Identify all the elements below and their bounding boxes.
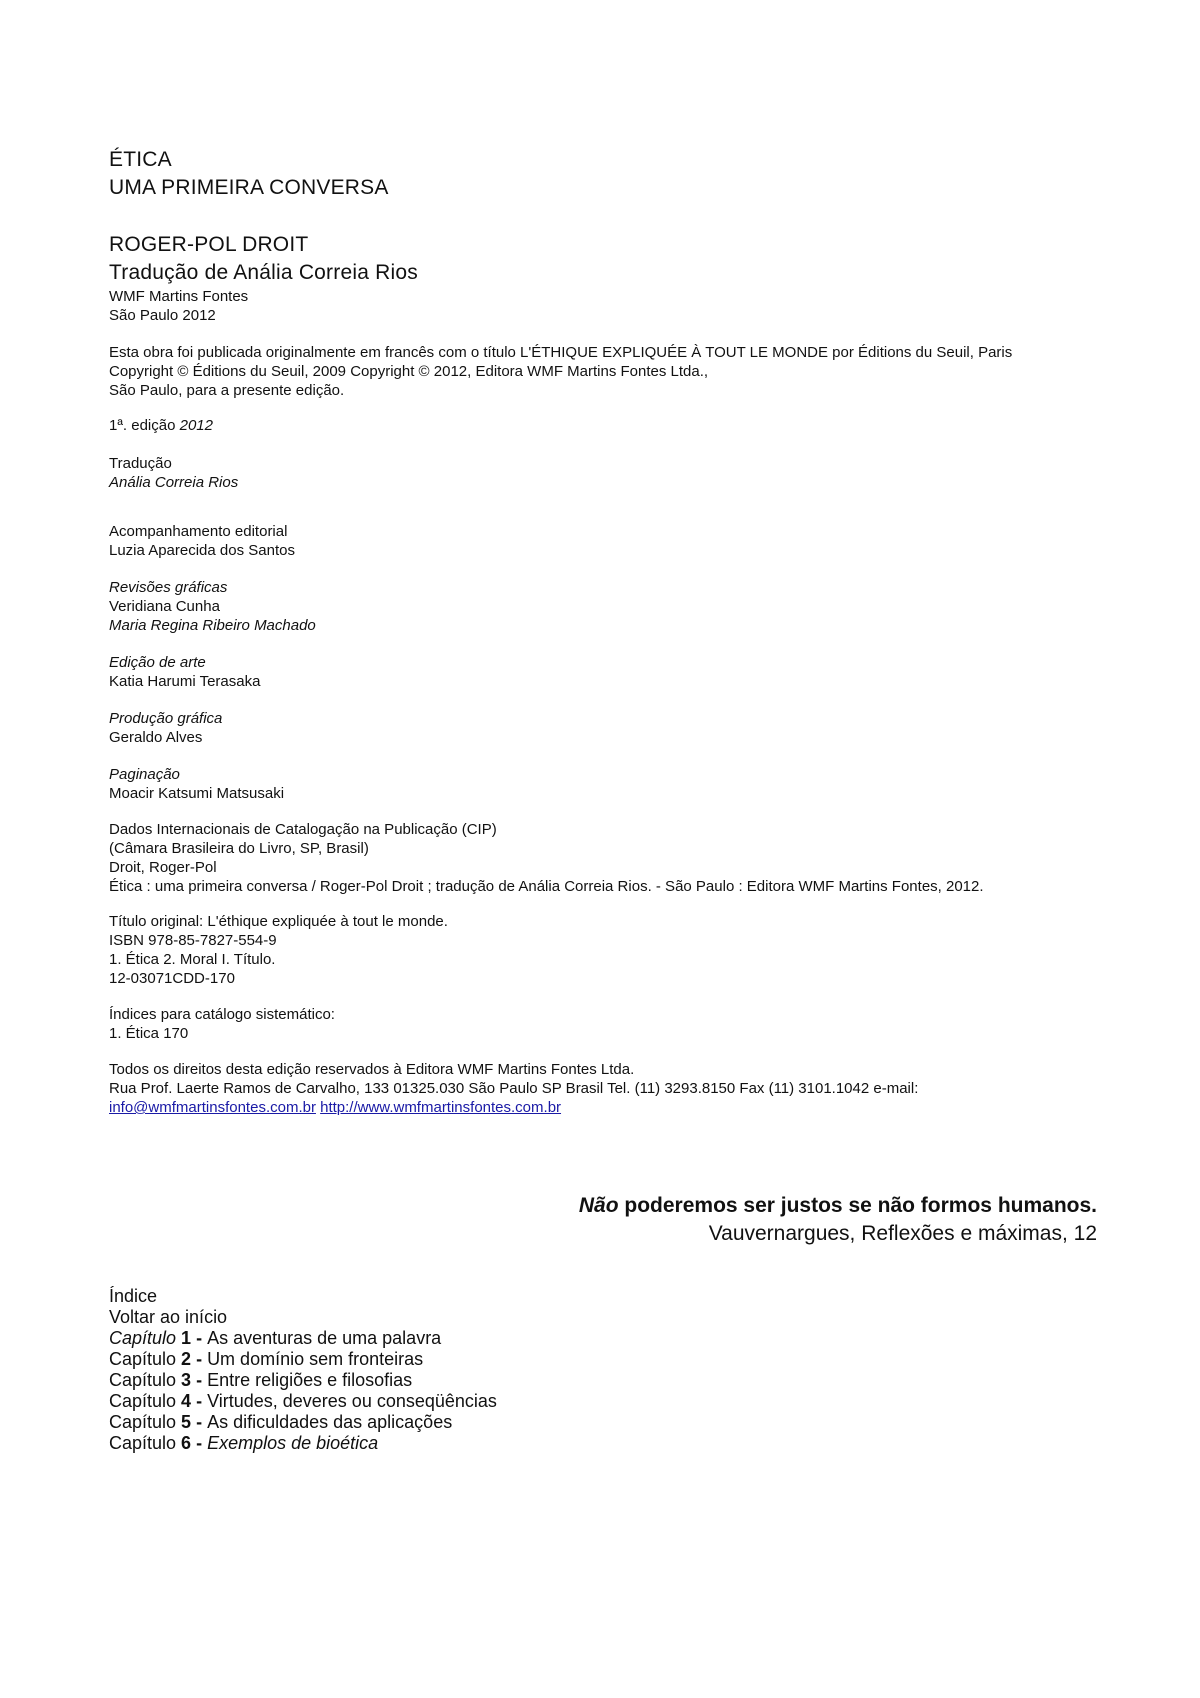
edition-year: 2012 bbox=[179, 417, 213, 434]
author-name: ROGER-POL DROIT bbox=[109, 233, 309, 256]
toc-chapter-title: Entre religiões e filosofias bbox=[207, 1370, 413, 1390]
credits-editorial bbox=[109, 522, 1109, 560]
credits-art bbox=[109, 653, 1109, 691]
cip-line: Droit, Roger-Pol bbox=[109, 859, 217, 876]
website-link[interactable]: http://www.wmfmartinsfontes.com.br bbox=[320, 1099, 562, 1116]
systematic-index-label: Índices para catálogo sistemático: bbox=[109, 1006, 335, 1023]
credit-name: Luzia Aparecida dos Santos bbox=[109, 542, 295, 559]
credits-pagination bbox=[109, 765, 1109, 803]
credit-role: Produção gráfica bbox=[109, 710, 223, 727]
credit-role: Revisões gráficas bbox=[109, 579, 228, 596]
credit-role: Edição de arte bbox=[109, 654, 206, 671]
title-block bbox=[109, 146, 1109, 202]
catalog-block bbox=[109, 912, 1109, 988]
epigraph-source: Vauvernargues, Reflexões e máximas, 12 bbox=[708, 1222, 1097, 1245]
toc-chapter-number: 6 bbox=[181, 1433, 192, 1453]
epigraph bbox=[109, 1192, 1097, 1248]
epigraph-quote bbox=[109, 1192, 1097, 1220]
toc-chapter-5[interactable] bbox=[109, 1412, 909, 1433]
cip-line: Ética : uma primeira conversa / Roger-Pol Droit ; tradução de Anália Correia Rios. - São Paulo : Editora WMF Martins Fontes, 2012. bbox=[109, 878, 984, 895]
cip-line: (Câmara Brasileira do Livro, SP, Brasil) bbox=[109, 840, 369, 857]
publication-note-line1: Esta obra foi publicada originalmente em francês com o título L'ÉTHIQUE EXPLIQUÉE À TOUT LE MONDE por Éditions du Seuil, Paris bbox=[109, 344, 1013, 361]
toc-chapter-number: 2 bbox=[181, 1349, 192, 1369]
place-year: São Paulo 2012 bbox=[109, 307, 216, 324]
credit-name: Katia Harumi Terasaka bbox=[109, 673, 261, 690]
toc-chapter-prefix: Capítulo bbox=[109, 1433, 182, 1453]
credits-translation bbox=[109, 454, 1109, 492]
systematic-index-entry: 1. Ética 170 bbox=[109, 1025, 189, 1042]
cip-line: Dados Internacionais de Catalogação na Publicação (CIP) bbox=[109, 821, 497, 838]
rights-line1: Todos os direitos desta edição reservados à Editora WMF Martins Fontes Ltda. bbox=[109, 1061, 635, 1078]
toc-chapter-title: Um domínio sem fronteiras bbox=[207, 1349, 424, 1369]
publication-note-line2: Copyright © Éditions du Seuil, 2009 Copyright © 2012, Editora WMF Martins Fontes Ltda., bbox=[109, 363, 709, 380]
toc-chapter-2[interactable] bbox=[109, 1349, 909, 1370]
toc-chapter-prefix: Capítulo bbox=[109, 1391, 182, 1411]
contact-links bbox=[109, 1098, 1109, 1117]
original-title: Título original: L'éthique expliquée à tout le monde. bbox=[109, 913, 448, 930]
table-of-contents bbox=[109, 1286, 909, 1454]
cip-block bbox=[109, 820, 1109, 896]
publisher-name: WMF Martins Fontes bbox=[109, 288, 249, 305]
toc-heading: Índice bbox=[109, 1286, 158, 1306]
credit-name: Maria Regina Ribeiro Machado bbox=[109, 617, 316, 634]
toc-chapter-6[interactable] bbox=[109, 1433, 909, 1454]
credit-name: Geraldo Alves bbox=[109, 729, 203, 746]
toc-chapter-list bbox=[109, 1328, 909, 1454]
toc-chapter-title: Exemplos de bioética bbox=[207, 1433, 379, 1453]
translator-line: Tradução de Anália Correia Rios bbox=[109, 261, 418, 284]
toc-chapter-title: As aventuras de uma palavra bbox=[207, 1328, 442, 1348]
systematic-index bbox=[109, 1005, 1109, 1043]
rights-line2: Rua Prof. Laerte Ramos de Carvalho, 133 01325.030 São Paulo SP Brasil Tel. (11) 3293.8150 Fax (11) 3101.1042 e-mail: bbox=[109, 1080, 919, 1097]
credit-role: Acompanhamento editorial bbox=[109, 523, 288, 540]
credit-name: Anália Correia Rios bbox=[109, 474, 239, 491]
toc-chapter-prefix: Capítulo bbox=[109, 1328, 182, 1348]
toc-chapter-4[interactable] bbox=[109, 1391, 909, 1412]
isbn: ISBN 978-85-7827-554-9 bbox=[109, 932, 277, 949]
toc-chapter-3[interactable] bbox=[109, 1370, 909, 1391]
credit-name: Veridiana Cunha bbox=[109, 598, 220, 615]
toc-back-link[interactable]: Voltar ao início bbox=[109, 1307, 228, 1327]
rights-block bbox=[109, 1060, 1109, 1117]
toc-chapter-1[interactable] bbox=[109, 1328, 909, 1349]
toc-chapter-prefix: Capítulo bbox=[109, 1412, 182, 1432]
credits-revisions bbox=[109, 578, 1109, 635]
cdd: 12-03071CDD-170 bbox=[109, 970, 235, 987]
toc-chapter-number: 4 bbox=[181, 1391, 192, 1411]
toc-chapter-title: Virtudes, deveres ou conseqüências bbox=[207, 1391, 497, 1411]
toc-chapter-separator: - bbox=[191, 1391, 208, 1411]
credit-role: Paginação bbox=[109, 766, 180, 783]
book-title-line2: UMA PRIMEIRA CONVERSA bbox=[109, 176, 389, 199]
email-link[interactable]: info@wmfmartinsfontes.com.br bbox=[109, 1099, 316, 1116]
toc-chapter-number: 1 bbox=[181, 1328, 192, 1348]
credit-role: Tradução bbox=[109, 455, 172, 472]
toc-chapter-separator: - bbox=[191, 1328, 208, 1348]
toc-chapter-prefix: Capítulo bbox=[109, 1349, 182, 1369]
publication-note-line3: São Paulo, para a presente edição. bbox=[109, 382, 345, 399]
edition-line bbox=[109, 416, 1109, 435]
toc-chapter-separator: - bbox=[191, 1349, 208, 1369]
toc-chapter-number: 5 bbox=[181, 1412, 192, 1432]
credit-name: Moacir Katsumi Matsusaki bbox=[109, 785, 285, 802]
toc-chapter-title: As dificuldades das aplicações bbox=[207, 1412, 453, 1432]
toc-chapter-separator: - bbox=[191, 1412, 208, 1432]
toc-chapter-separator: - bbox=[191, 1433, 208, 1453]
toc-chapter-prefix: Capítulo bbox=[109, 1370, 182, 1390]
book-title-line1: ÉTICA bbox=[109, 148, 172, 171]
publication-note bbox=[109, 343, 1109, 400]
credits-production bbox=[109, 709, 1109, 747]
toc-chapter-separator: - bbox=[191, 1370, 208, 1390]
author-block bbox=[109, 231, 1109, 325]
edition-label: 1ª. edição bbox=[109, 417, 176, 434]
epigraph-emphasis: Não bbox=[578, 1194, 619, 1217]
subjects: 1. Ética 2. Moral I. Título. bbox=[109, 951, 276, 968]
toc-chapter-number: 3 bbox=[181, 1370, 192, 1390]
epigraph-text: poderemos ser justos se não formos humanos. bbox=[618, 1194, 1097, 1217]
